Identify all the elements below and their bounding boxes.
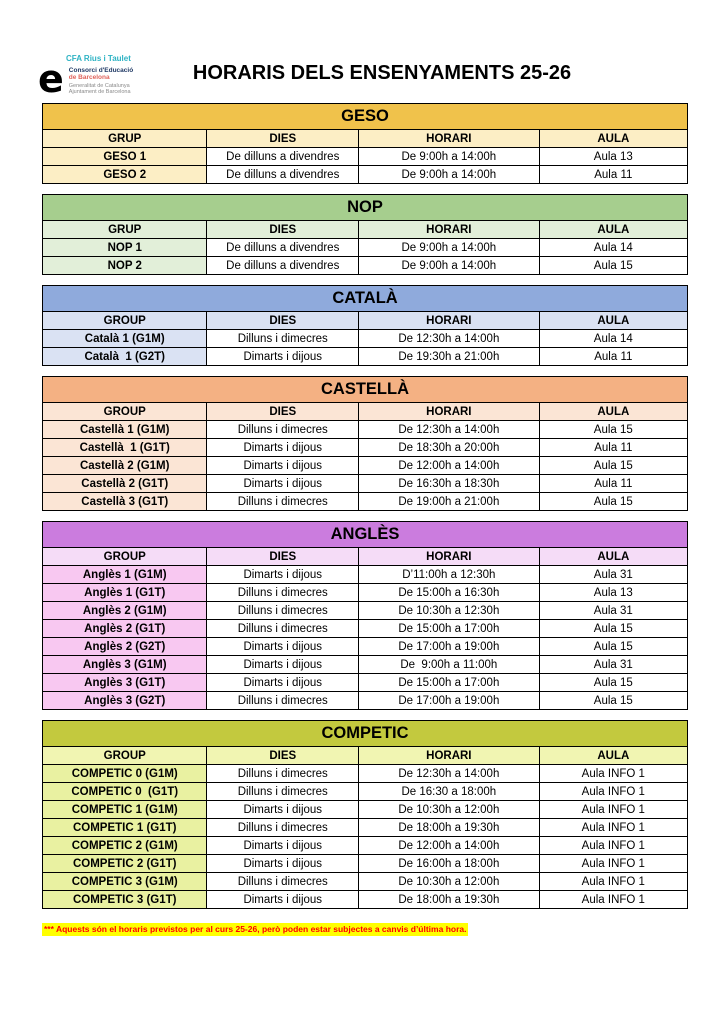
schedule-row bbox=[43, 584, 688, 602]
group-cell: Català 1 (G2T) bbox=[43, 348, 207, 366]
dies-cell: Dimarts i dijous bbox=[207, 891, 359, 909]
aula-cell: Aula 31 bbox=[539, 602, 687, 620]
column-header: HORARI bbox=[359, 548, 540, 566]
horari-cell: De 16:30 a 18:00h bbox=[359, 783, 540, 801]
horari-cell: De 9:00h a 14:00h bbox=[359, 257, 540, 275]
group-cell: Anglès 3 (G2T) bbox=[43, 692, 207, 710]
org-name-line2: de Barcelona bbox=[68, 74, 110, 81]
column-header: HORARI bbox=[359, 130, 540, 148]
aula-cell: Aula INFO 1 bbox=[539, 783, 687, 801]
aula-cell: Aula 15 bbox=[539, 493, 687, 511]
schedule-table-geso bbox=[42, 103, 688, 184]
dies-cell: Dimarts i dijous bbox=[207, 674, 359, 692]
column-header: DIES bbox=[207, 312, 359, 330]
group-cell: Anglès 3 (G1M) bbox=[43, 656, 207, 674]
column-header: HORARI bbox=[359, 403, 540, 421]
horari-cell: De 19:00h a 21:00h bbox=[359, 493, 540, 511]
group-cell: Anglès 1 (G1T) bbox=[43, 584, 207, 602]
horari-cell: De 16:00h a 18:00h bbox=[359, 855, 540, 873]
dies-cell: Dilluns i dimecres bbox=[207, 692, 359, 710]
section-title: CATALÀ bbox=[43, 286, 688, 312]
dies-cell: De dilluns a divendres bbox=[207, 239, 359, 257]
section-title: GESO bbox=[43, 104, 688, 130]
schedule-table-castella bbox=[42, 376, 688, 511]
group-cell: GESO 2 bbox=[43, 166, 207, 184]
section-title: NOP bbox=[43, 195, 688, 221]
horari-cell: De 12:30h a 14:00h bbox=[359, 765, 540, 783]
column-header: GROUP bbox=[43, 747, 207, 765]
schedule-row bbox=[43, 638, 688, 656]
dies-cell: Dimarts i dijous bbox=[207, 439, 359, 457]
dies-cell: Dimarts i dijous bbox=[207, 638, 359, 656]
aula-cell: Aula 15 bbox=[539, 457, 687, 475]
dies-cell: Dilluns i dimecres bbox=[207, 602, 359, 620]
aula-cell: Aula 31 bbox=[539, 566, 687, 584]
section-header-row bbox=[43, 195, 688, 221]
column-header: GROUP bbox=[43, 403, 207, 421]
footnote-row bbox=[0, 919, 724, 937]
aula-cell: Aula 11 bbox=[539, 439, 687, 457]
aula-cell: Aula 15 bbox=[539, 692, 687, 710]
group-cell: Anglès 2 (G1T) bbox=[43, 620, 207, 638]
horari-cell: De 12:30h a 14:00h bbox=[359, 421, 540, 439]
dies-cell: Dimarts i dijous bbox=[207, 475, 359, 493]
horari-cell: De 15:00h a 16:30h bbox=[359, 584, 540, 602]
aula-cell: Aula INFO 1 bbox=[539, 765, 687, 783]
group-cell: NOP 1 bbox=[43, 239, 207, 257]
column-header: DIES bbox=[207, 130, 359, 148]
column-header: AULA bbox=[539, 130, 687, 148]
schedule-table-nop bbox=[42, 194, 688, 275]
schedule-row bbox=[43, 148, 688, 166]
schedule-row bbox=[43, 873, 688, 891]
horari-cell: De 15:00h a 17:00h bbox=[359, 674, 540, 692]
schedule-row bbox=[43, 166, 688, 184]
column-header: HORARI bbox=[359, 747, 540, 765]
schedule-row bbox=[43, 674, 688, 692]
horari-cell: De 15:00h a 17:00h bbox=[359, 620, 540, 638]
horari-cell: De 12:00h a 14:00h bbox=[359, 837, 540, 855]
school-name: CFA Rius i Taulet bbox=[66, 54, 131, 63]
dies-cell: Dimarts i dijous bbox=[207, 801, 359, 819]
column-header: HORARI bbox=[359, 221, 540, 239]
horari-cell: De 10:30h a 12:00h bbox=[359, 873, 540, 891]
group-cell: Castellà 1 (G1M) bbox=[43, 421, 207, 439]
schedule-row bbox=[43, 855, 688, 873]
aula-cell: Aula 11 bbox=[539, 166, 687, 184]
schedule-row bbox=[43, 801, 688, 819]
dies-cell: Dilluns i dimecres bbox=[207, 819, 359, 837]
column-header: AULA bbox=[539, 403, 687, 421]
horari-cell: De 18:30h a 20:00h bbox=[359, 439, 540, 457]
schedule-table-catala bbox=[42, 285, 688, 366]
schedule-row bbox=[43, 765, 688, 783]
group-cell: Anglès 3 (G1T) bbox=[43, 674, 207, 692]
aula-cell: Aula 13 bbox=[539, 584, 687, 602]
group-cell: COMPETIC 2 (G1T) bbox=[43, 855, 207, 873]
aula-cell: Aula INFO 1 bbox=[539, 801, 687, 819]
schedule-row bbox=[43, 620, 688, 638]
column-header: AULA bbox=[539, 221, 687, 239]
schedule-row bbox=[43, 692, 688, 710]
dies-cell: Dimarts i dijous bbox=[207, 837, 359, 855]
dies-cell: Dilluns i dimecres bbox=[207, 330, 359, 348]
column-header-row bbox=[43, 130, 688, 148]
tables-container bbox=[0, 103, 724, 909]
dies-cell: De dilluns a divendres bbox=[207, 257, 359, 275]
dies-cell: Dimarts i dijous bbox=[207, 656, 359, 674]
group-cell: Anglès 2 (G1M) bbox=[43, 602, 207, 620]
aula-cell: Aula 15 bbox=[539, 638, 687, 656]
aula-cell: Aula 15 bbox=[539, 421, 687, 439]
org-name-line1: Consorci d'Educació bbox=[68, 67, 134, 74]
consorci-e-logo-icon: e bbox=[38, 57, 64, 101]
schedule-table-angles bbox=[42, 521, 688, 710]
group-cell: Català 1 (G1M) bbox=[43, 330, 207, 348]
dies-cell: Dimarts i dijous bbox=[207, 457, 359, 475]
aula-cell: Aula 11 bbox=[539, 475, 687, 493]
schedule-row bbox=[43, 602, 688, 620]
schedule-row bbox=[43, 475, 688, 493]
schedule-table-competic bbox=[42, 720, 688, 909]
group-cell: Castellà 2 (G1T) bbox=[43, 475, 207, 493]
section-header-row bbox=[43, 377, 688, 403]
horari-cell: De 17:00h a 19:00h bbox=[359, 638, 540, 656]
section-title: ANGLÈS bbox=[43, 522, 688, 548]
page-title: HORARIS DELS ENSENYAMENTS 25-26 bbox=[192, 62, 572, 84]
aula-cell: Aula 15 bbox=[539, 257, 687, 275]
schedule-row bbox=[43, 257, 688, 275]
schedule-row bbox=[43, 566, 688, 584]
aula-cell: Aula 11 bbox=[539, 348, 687, 366]
column-header-row bbox=[43, 221, 688, 239]
horari-cell: D’11:00h a 12:30h bbox=[359, 566, 540, 584]
section-header-row bbox=[43, 721, 688, 747]
dies-cell: Dimarts i dijous bbox=[207, 855, 359, 873]
dies-cell: Dilluns i dimecres bbox=[207, 620, 359, 638]
group-cell: COMPETIC 1 (G1T) bbox=[43, 819, 207, 837]
horari-cell: De 17:00h a 19:00h bbox=[359, 692, 540, 710]
group-cell: Anglès 1 (G1M) bbox=[43, 566, 207, 584]
footnote-text: *** Aquests són el horaris previstos per al curs 25-26, però poden estar subjectes a canvis d’última hora. bbox=[44, 924, 467, 934]
column-header-row bbox=[43, 312, 688, 330]
dies-cell: De dilluns a divendres bbox=[207, 148, 359, 166]
dies-cell: Dilluns i dimecres bbox=[207, 765, 359, 783]
group-cell: COMPETIC 2 (G1M) bbox=[43, 837, 207, 855]
dies-cell: Dilluns i dimecres bbox=[207, 493, 359, 511]
column-header: DIES bbox=[207, 221, 359, 239]
horari-cell: De 10:30h a 12:00h bbox=[359, 801, 540, 819]
aula-cell: Aula 15 bbox=[539, 674, 687, 692]
schedule-row bbox=[43, 837, 688, 855]
group-cell: Castellà 2 (G1M) bbox=[43, 457, 207, 475]
group-cell: Castellà 3 (G1T) bbox=[43, 493, 207, 511]
column-header: DIES bbox=[207, 548, 359, 566]
aula-cell: Aula INFO 1 bbox=[539, 837, 687, 855]
column-header-row bbox=[43, 403, 688, 421]
column-header: GRUP bbox=[43, 130, 207, 148]
column-header: GRUP bbox=[43, 221, 207, 239]
aula-cell: Aula INFO 1 bbox=[539, 891, 687, 909]
section-title: CASTELLÀ bbox=[43, 377, 688, 403]
section-header-row bbox=[43, 522, 688, 548]
column-header: AULA bbox=[539, 747, 687, 765]
aula-cell: Aula 31 bbox=[539, 656, 687, 674]
column-header: AULA bbox=[539, 548, 687, 566]
column-header: GROUP bbox=[43, 548, 207, 566]
schedule-row bbox=[43, 819, 688, 837]
aula-cell: Aula 14 bbox=[539, 330, 687, 348]
group-cell: Castellà 1 (G1T) bbox=[43, 439, 207, 457]
horari-cell: De 9:00h a 14:00h bbox=[359, 166, 540, 184]
column-header-row bbox=[43, 548, 688, 566]
org-name-line3: Generalitat de Catalunya bbox=[68, 83, 130, 89]
horari-cell: De 12:00h a 14:00h bbox=[359, 457, 540, 475]
horari-cell: De 12:30h a 14:00h bbox=[359, 330, 540, 348]
aula-cell: Aula INFO 1 bbox=[539, 819, 687, 837]
group-cell: COMPETIC 0 (G1T) bbox=[43, 783, 207, 801]
horari-cell: De 16:30h a 18:30h bbox=[359, 475, 540, 493]
horari-cell: De 9:00h a 14:00h bbox=[359, 148, 540, 166]
dies-cell: De dilluns a divendres bbox=[207, 166, 359, 184]
schedule-row bbox=[43, 421, 688, 439]
horari-cell: De 10:30h a 12:30h bbox=[359, 602, 540, 620]
column-header: HORARI bbox=[359, 312, 540, 330]
schedule-row bbox=[43, 439, 688, 457]
dies-cell: Dilluns i dimecres bbox=[207, 421, 359, 439]
aula-cell: Aula INFO 1 bbox=[539, 855, 687, 873]
page-header bbox=[0, 0, 724, 103]
schedule-row bbox=[43, 348, 688, 366]
dies-cell: Dilluns i dimecres bbox=[207, 584, 359, 602]
column-header-row bbox=[43, 747, 688, 765]
schedule-row bbox=[43, 493, 688, 511]
schedule-row bbox=[43, 330, 688, 348]
group-cell: GESO 1 bbox=[43, 148, 207, 166]
column-header: DIES bbox=[207, 747, 359, 765]
group-cell: COMPETIC 3 (G1T) bbox=[43, 891, 207, 909]
schedule-row bbox=[43, 239, 688, 257]
schedule-row bbox=[43, 656, 688, 674]
group-cell: COMPETIC 0 (G1M) bbox=[43, 765, 207, 783]
schedule-row bbox=[43, 457, 688, 475]
horari-cell: De 9:00h a 14:00h bbox=[359, 239, 540, 257]
column-header: AULA bbox=[539, 312, 687, 330]
group-cell: COMPETIC 3 (G1M) bbox=[43, 873, 207, 891]
horari-cell: De 18:00h a 19:30h bbox=[359, 891, 540, 909]
column-header: GROUP bbox=[43, 312, 207, 330]
group-cell: NOP 2 bbox=[43, 257, 207, 275]
horari-cell: De 9:00h a 11:00h bbox=[359, 656, 540, 674]
group-cell: COMPETIC 1 (G1M) bbox=[43, 801, 207, 819]
column-header: DIES bbox=[207, 403, 359, 421]
aula-cell: Aula 13 bbox=[539, 148, 687, 166]
dies-cell: Dilluns i dimecres bbox=[207, 873, 359, 891]
dies-cell: Dilluns i dimecres bbox=[207, 783, 359, 801]
horari-cell: De 18:00h a 19:30h bbox=[359, 819, 540, 837]
dies-cell: Dimarts i dijous bbox=[207, 348, 359, 366]
aula-cell: Aula INFO 1 bbox=[539, 873, 687, 891]
section-header-row bbox=[43, 104, 688, 130]
aula-cell: Aula 14 bbox=[539, 239, 687, 257]
section-title: COMPETIC bbox=[43, 721, 688, 747]
aula-cell: Aula 15 bbox=[539, 620, 687, 638]
schedule-row bbox=[43, 783, 688, 801]
group-cell: Anglès 2 (G2T) bbox=[43, 638, 207, 656]
section-header-row bbox=[43, 286, 688, 312]
dies-cell: Dimarts i dijous bbox=[207, 566, 359, 584]
org-name-line4: Ajuntament de Barcelona bbox=[68, 89, 131, 95]
horari-cell: De 19:30h a 21:00h bbox=[359, 348, 540, 366]
schedule-row bbox=[43, 891, 688, 909]
